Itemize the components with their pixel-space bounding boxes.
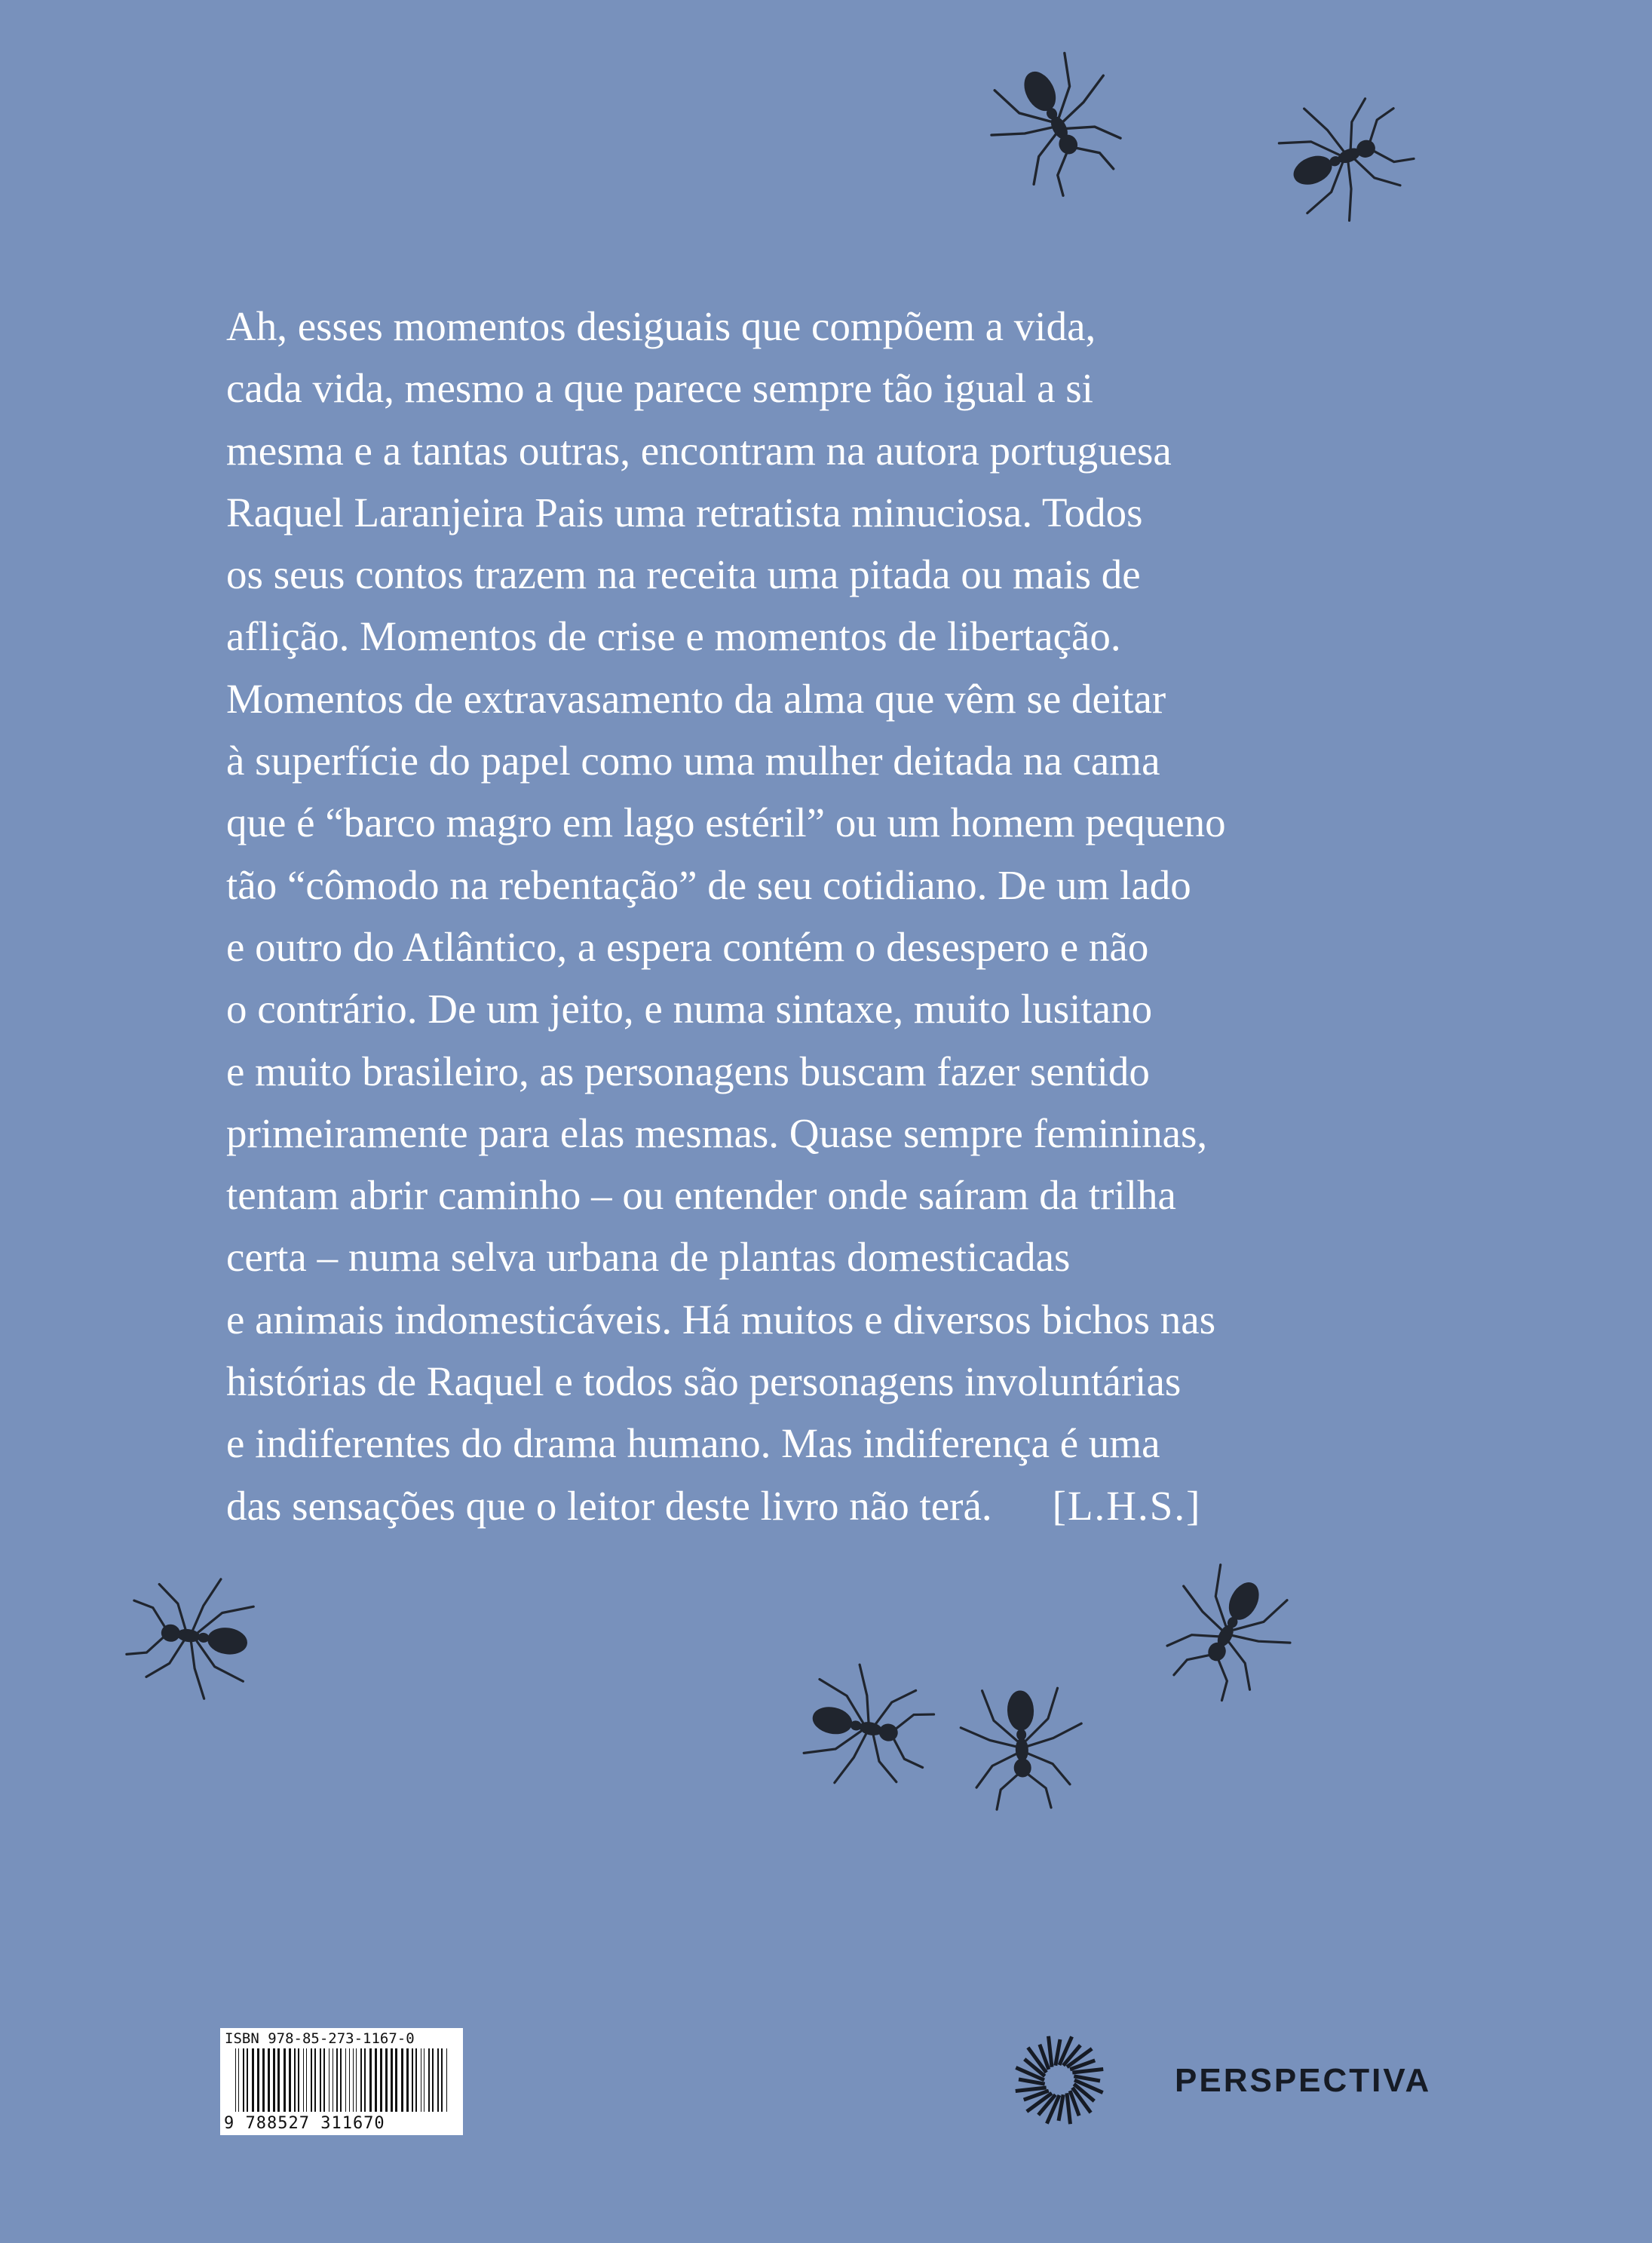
blurb-line: tentam abrir caminho – ou entender onde saíram da trilha: [226, 1172, 1176, 1219]
ant-icon: [1127, 1527, 1331, 1731]
blurb-line: certa – numa selva urbana de plantas domesticadas: [226, 1234, 1071, 1281]
blurb-line: Ah, esses momentos desiguais que compõem a vida,: [226, 303, 1096, 349]
ant-icon: [1244, 60, 1440, 256]
blurb-line: tão “cômodo na rebentação” de seu cotidiano. De um lado: [226, 861, 1191, 908]
blurb-line: mesma e a tantas outras, encontram na autora portuguesa: [226, 427, 1172, 474]
blurb-line: e indiferentes do drama humano. Mas indiferença é uma: [226, 1420, 1160, 1467]
radial-burst-logo-icon: [1007, 2027, 1112, 2133]
blurb-line: que é “barco magro em lago estéril” ou um homem pequeno: [226, 799, 1226, 846]
barcode-bars: [234, 2048, 452, 2112]
blurb-line: o contrário. De um jeito, e numa sintaxe, muito lusitano: [226, 986, 1153, 1033]
blurb-line: Momentos de extravasamento da alma que vêm se deitar: [226, 675, 1166, 722]
blurb-line: aflição. Momentos de crise e momentos de libertação.: [226, 613, 1121, 660]
ant-icon: [111, 1551, 281, 1722]
blurb-line: cada vida, mesmo a que parece sempre tão igual a si: [226, 365, 1093, 412]
blurb-line: e outro do Atlântico, a espera contém o desespero e não: [226, 923, 1149, 970]
ant-icon: [944, 1665, 1100, 1821]
blurb-line: histórias de Raquel e todos são personagens involuntárias: [226, 1358, 1182, 1405]
isbn-barcode: [220, 2028, 463, 2135]
blurb-line: e muito brasileiro, as personagens buscam fazer sentido: [226, 1048, 1150, 1094]
ant-icon: [949, 14, 1163, 228]
blurb-line-last: [226, 1475, 1448, 1537]
blurb-line: os seus contos trazem na receita uma pitada ou mais de: [226, 551, 1141, 598]
back-cover-blurb: [226, 296, 1448, 1537]
author-signature: [L.H.S.]: [1052, 1482, 1202, 1529]
blurb-line: primeiramente para elas mesmas. Quase sempre femininas,: [226, 1109, 1208, 1156]
ant-icon: [774, 1637, 952, 1816]
isbn-digits: 9 788527 311670: [224, 2114, 385, 2133]
blurb-line: das sensações que o leitor deste livro não terá.: [226, 1482, 992, 1529]
publisher-name: PERSPECTIVA: [1175, 2062, 1432, 2099]
blurb-line: e animais indomesticáveis. Há muitos e diversos bichos nas: [226, 1296, 1216, 1342]
isbn-label: ISBN 978-85-273-1167-0: [225, 2030, 415, 2047]
blurb-line: Raquel Laranjeira Pais uma retratista minuciosa. Todos: [226, 489, 1143, 535]
blurb-line: à superfície do papel como uma mulher deitada na cama: [226, 738, 1160, 784]
